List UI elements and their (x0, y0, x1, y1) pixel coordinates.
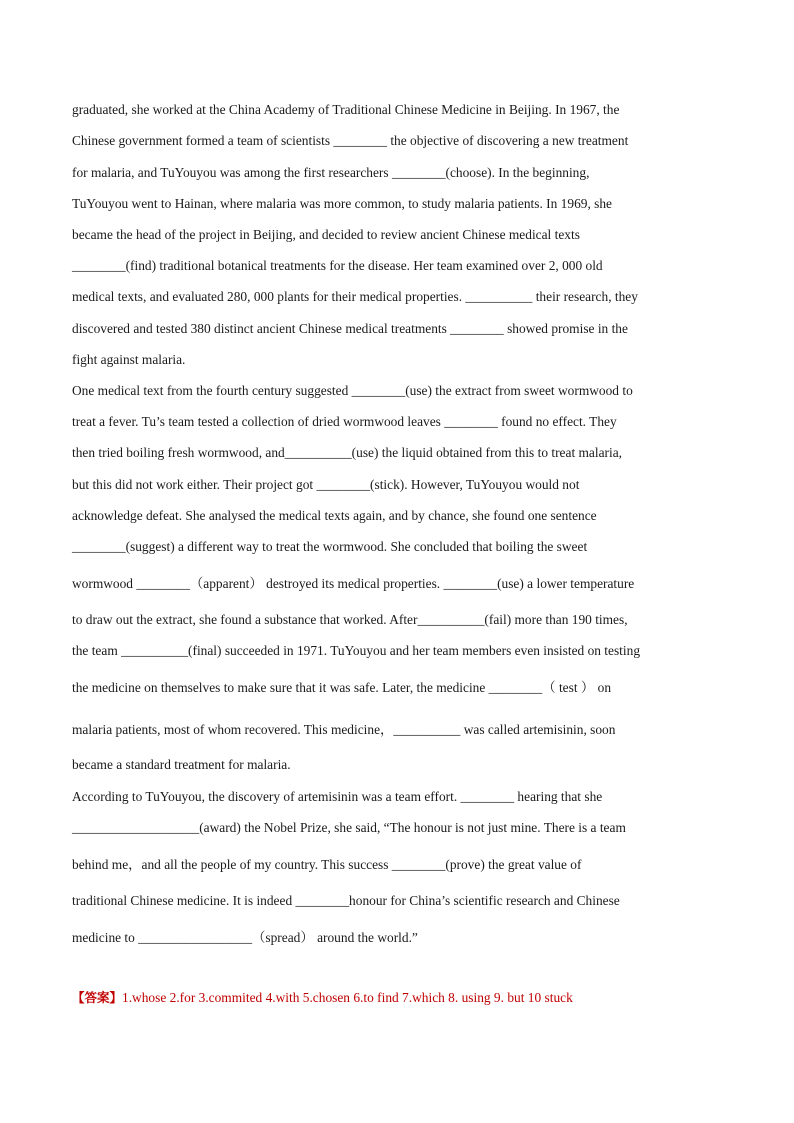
passage-line: acknowledge defeat. She analysed the medical texts again, and by chance, she found one sentence (72, 508, 597, 523)
passage-line: Chinese government formed a team of scientists ________ the objective of discovering a new treatment (72, 133, 629, 148)
passage-line: but this did not work either. Their project got ________(stick). However, TuYouyou would not (72, 477, 580, 492)
passage-line: the team __________(final) succeeded in 1971. TuYouyou and her team members even insisted on testing (72, 643, 641, 658)
passage-line: medicine to _________________（spread） around the world.” (72, 930, 418, 945)
passage-line: According to TuYouyou, the discovery of artemisinin was a team effort. ________ hearing that she (72, 789, 603, 804)
answer-key (72, 989, 732, 1007)
passage-line: malaria patients, most of whom recovered. This medicine，__________ was called artemisinin, soon (72, 722, 616, 737)
passage-line: discovered and tested 380 distinct ancient Chinese medical treatments ________ showed promise in the (72, 321, 628, 336)
passage-line: ___________________(award) the Nobel Prize, she said, “The honour is not just mine. There is a team (72, 820, 626, 835)
passage-line: the medicine on themselves to make sure that it was safe. Later, the medicine ________（ test ） on (72, 680, 612, 695)
passage-line: then tried boiling fresh wormwood, and__________(use) the liquid obtained from this to treat malaria, (72, 445, 623, 460)
passage-line: traditional Chinese medicine. It is indeed ________honour for China’s scientific research and Chinese (72, 893, 620, 908)
passage-line: for malaria, and TuYouyou was among the first researchers ________(choose). In the beginning, (72, 165, 590, 180)
passage-line: medical texts, and evaluated 280, 000 plants for their medical properties. __________ their research, they (72, 289, 638, 304)
passage-line: behind me，and all the people of my country. This success ________(prove) the great value of (72, 857, 582, 872)
answer-tag: 【答案】 (72, 990, 123, 1005)
answer-text: 1.whose 2.for 3.commited 4.with 5.chosen 6.to find 7.which 8. using 9. but 10 stuck (122, 990, 573, 1005)
passage-line: became a standard treatment for malaria. (72, 757, 291, 772)
passage-line: TuYouyou went to Hainan, where malaria was more common, to study malaria patients. In 1969, she (72, 196, 612, 211)
passage-line: treat a fever. Tu’s team tested a collection of dried wormwood leaves ________ found no effect. They (72, 414, 617, 429)
passage-line: fight against malaria. (72, 352, 186, 367)
passage-line: One medical text from the fourth century suggested ________(use) the extract from sweet wormwood to (72, 383, 633, 398)
passage-line: graduated, she worked at the China Academy of Traditional Chinese Medicine in Beijing. In 1967, the (72, 102, 620, 117)
passage-line: wormwood ________（apparent） destroyed its medical properties. ________(use) a lower temperature (72, 576, 635, 591)
passage-line: ________(suggest) a different way to treat the wormwood. She concluded that boiling the sweet (72, 539, 588, 554)
passage-line: ________(find) traditional botanical treatments for the disease. Her team examined over 2, 000 old (72, 258, 603, 273)
passage-line: became the head of the project in Beijing, and decided to review ancient Chinese medical texts (72, 227, 580, 242)
passage-line: to draw out the extract, she found a substance that worked. After__________(fail) more than 190 times, (72, 612, 628, 627)
